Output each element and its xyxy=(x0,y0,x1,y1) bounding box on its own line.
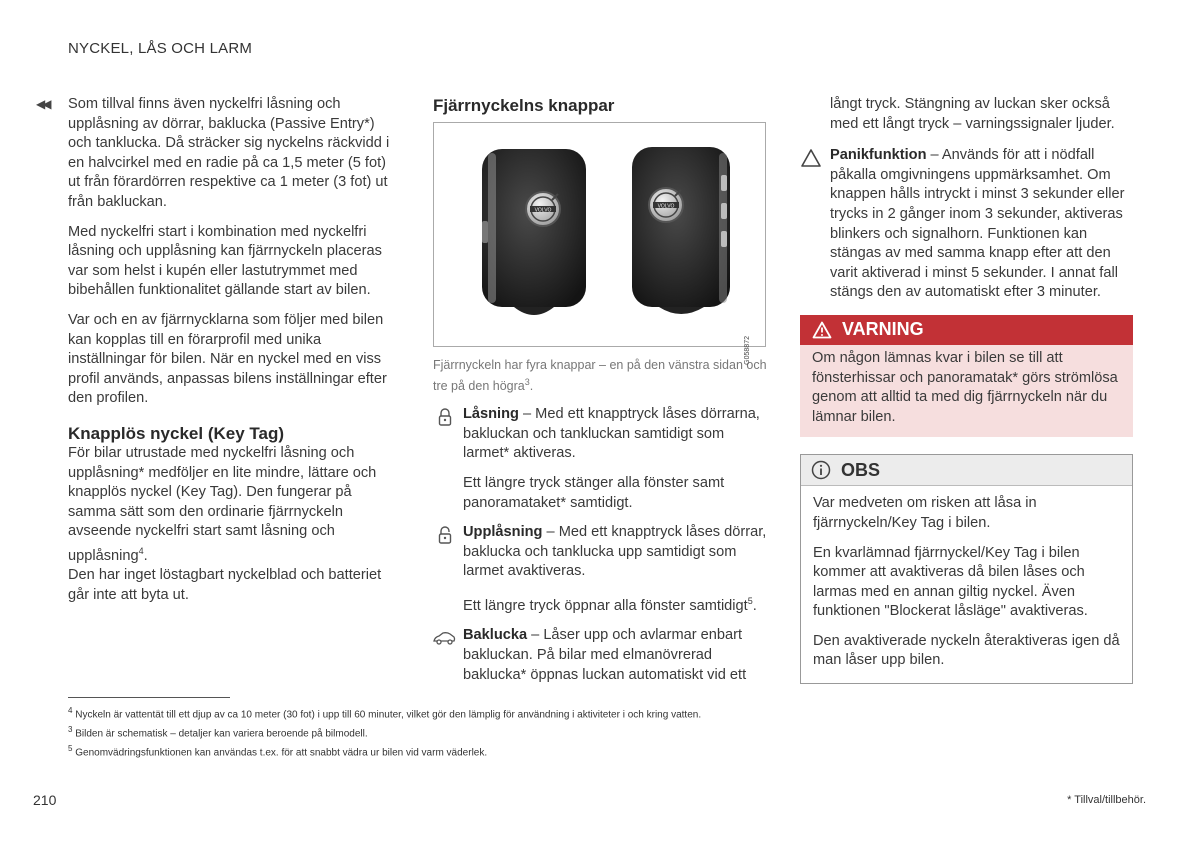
car-trunk-icon xyxy=(431,628,457,648)
footnotes xyxy=(68,704,1148,760)
paragraph-key-tag-battery: Den har inget löstagbart nyckelblad och batteriet går inte att byta ut. xyxy=(68,567,382,603)
figure-caption: Fjärrnyckeln har fyra knappar – en på den vänstra sidan och tre på den högra$^3$. xyxy=(433,358,767,394)
remote-key-figure xyxy=(433,122,766,365)
footnote-4: $^4$ Nyckeln är vattentät till ett djup av ca 10 meter (30 fot) i upp till 60 minuter, vilket gör den lämplig för användning i aktiviteter i och kring vatten. xyxy=(68,706,702,721)
footnote-divider xyxy=(68,697,230,698)
footnote-3: $^3$ Bilden är schematisk – detaljer kan variera beroende på bilmodell. xyxy=(68,724,368,740)
column-right xyxy=(800,95,1133,684)
note-paragraph-3: Den avaktiverade nyckeln återaktiveras igen då man låser upp bilen. xyxy=(813,632,1120,669)
panic-warning-icon xyxy=(800,148,822,168)
unlock-description: Upplåsning – Med ett knapptryck låses dörrar, baklucka och tanklucka upp samtidigt som larmet avaktiveras. xyxy=(433,523,768,582)
paragraph-driver-profile: Var och en av fjärrnycklarna som följer med bilen kan kopplas till en förarprofil med unika inställningar för bilen. När en nyckel med en viss profil används, anpassas bilens inställningar efter den profilen. xyxy=(68,311,387,407)
note-header xyxy=(801,455,1132,486)
paragraph-keyless-start: Med nyckelfri start i kombination med nyckelfri låsning och upplåsning kan fjärrnyckeln placeras var som helst i kupén eller lastutrymmet med bibehållen funktionalitet gällande start av bilen. xyxy=(68,223,382,299)
note-box xyxy=(800,454,1133,684)
page-header: NYCKEL, LÅS OCH LARM xyxy=(68,40,253,57)
lock-icon xyxy=(435,407,455,427)
heading-remote-buttons: Fjärrnyckelns knappar xyxy=(433,96,615,115)
footnote-5: $^5$ Genomvädringsfunktionen kan användas t.ex. för att snabbt vädra ur bilen vid varm väderlek. xyxy=(68,743,488,758)
paragraph-key-tag: För bilar utrustade med nyckelfri låsning och upplåsning* medföljer en lite mindre, lättare och knapplös nyckel (Key Tag). Den fungerar på samma sätt som den ordinarie fjärrnyckeln avseende nyckelfri start samt låsning och upplåsning$^4$. xyxy=(68,444,377,564)
warning-title: VARNING xyxy=(842,319,924,340)
remote-key-right xyxy=(632,147,730,314)
unlock-long-press: Ett längre tryck öppnar alla fönster samtidigt$^5$. xyxy=(463,595,757,614)
warning-text: Om någon lämnas kvar i bilen se till att fönsterhissar och panoramatak* görs strömlösa genom att alltid ta med dig fjärrnyckeln när du lämnar bilen. xyxy=(812,349,1118,425)
info-icon xyxy=(811,460,831,480)
column-left xyxy=(68,95,398,616)
warning-box xyxy=(800,315,1133,437)
warning-icon xyxy=(812,321,832,339)
trunk-description: Baklucka – Låser upp och avlarmar enbart bakluckan. På bilar med elmanövrerad baklucka* öppnas luckan automatiskt vid ett xyxy=(433,626,768,685)
note-paragraph-1: Var medveten om risken att låsa in fjärrnyckeln/Key Tag i bilen. xyxy=(813,495,1037,531)
note-paragraph-2: En kvarlämnad fjärrnyckel/Key Tag i bilen kommer att avaktiveras då bilen låses och larmas med en annan giltig nyckel. Även funktionen "Blockerat låsläge" avaktiveras. xyxy=(813,544,1088,620)
column-middle xyxy=(433,95,768,695)
warning-header xyxy=(800,315,1133,345)
trunk-continued: långt tryck. Stängning av luckan sker också med ett långt tryck – varningssignaler ljuder. xyxy=(830,96,1115,132)
page-number: 210 xyxy=(33,792,57,808)
heading-key-tag: Knapplös nyckel (Key Tag) xyxy=(68,423,285,443)
accessory-note: * Tillval/tillbehör. xyxy=(1067,794,1146,806)
lock-description: Låsning – Med ett knapptryck låses dörrarna, bakluckan och tankluckan samtidigt som larmet* aktiveras. xyxy=(433,405,768,464)
continued-arrow-icon: ◀◀ xyxy=(36,97,49,111)
remote-key-left xyxy=(482,149,586,315)
paragraph-passive-entry: Som tillval finns även nyckelfri låsning och upplåsning av dörrar, baklucka (Passive Entry*) och tanklucka. Då sträcker sig nyckelns räckvidd i en halvcirkel med en radie på ca 1,5 meter (5 fot) ut från förardörren respektive ca 1 meter (3 fot) ut från bakluckan. xyxy=(68,96,390,210)
note-title: OBS xyxy=(841,459,881,480)
key-logo-left: VOLVO xyxy=(534,207,552,214)
figure-code: G058872 xyxy=(744,336,751,365)
remote-key-illustration xyxy=(434,123,765,346)
panic-description: Panikfunktion – Används för att i nödfall påkalla omgivningens uppmärksamhet. Om knappen hålls intryckt i minst 3 sekunder eller trycks in 2 gånger inom 3 sekunder, aktiveras blinkers och signalhorn. Funktionen kan stängas av med samma knapp efter att den varit aktiverad i minst 5 sekunder. I annat fall stängs den av automatiskt efter 3 minuter. xyxy=(800,146,1133,303)
key-logo-right: VOLVO xyxy=(657,203,675,210)
lock-long-press: Ett längre tryck stänger alla fönster samt panoramataket* samtidigt. xyxy=(463,474,725,511)
unlock-icon xyxy=(435,525,455,545)
